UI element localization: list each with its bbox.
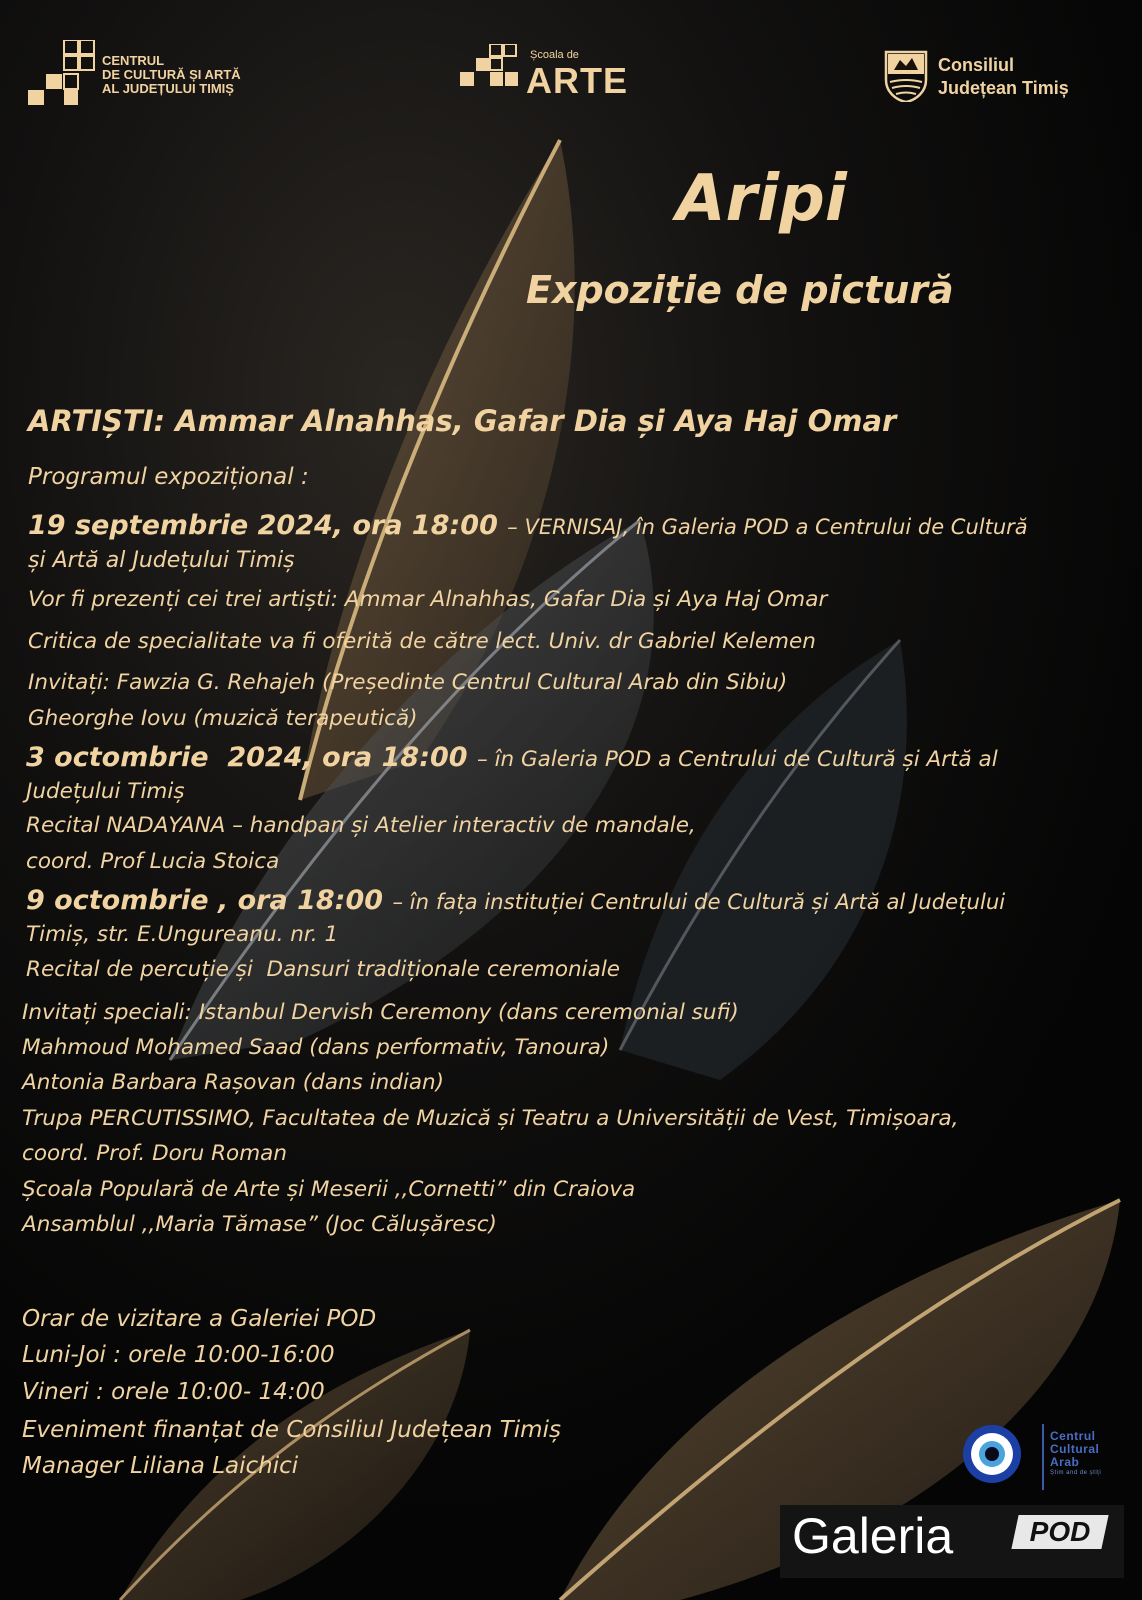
text-line [22,1212,497,1237]
text-line [26,922,338,947]
consiliu-line-1: Consiliul [938,55,1014,75]
text-line [28,587,827,612]
centru-line-2: DE CULTURĂ ȘI ARTĂ [102,67,241,83]
text-line-part: Critica de specialitate va fi oferită de către lect. Univ. dr Gabriel Kelemen [28,629,816,654]
text-line [22,1379,325,1405]
text-line [28,629,816,654]
text-line-part: Ansamblul ,,Maria Tămase” (Joc Călușăresc) [22,1212,497,1237]
text-line [28,670,787,695]
text-line-part: Antonia Barbara Rașovan (dans indian) [22,1070,445,1095]
cca-line-2: Cultural [1050,1442,1100,1456]
text-line-part: Vor fi prezenți cei trei artiști: Ammar Alnahhas, Gafar Dia și Aya Haj Omar [28,587,828,612]
text-line-part: Programul expozițional : [28,464,309,490]
galeria-label: Galeria [792,1508,954,1564]
text-line-part: – în fața instituției Centrului de Cultură și Artă al Județului [392,889,1006,914]
text-line [22,1417,561,1443]
text-line-part: Invitați: Fawzia G. Rehajeh (Președinte Centrul Cultural Arab din Sibiu) [28,670,788,695]
text-line-part: Școala Populară de Arte și Meserii ,,Cornetti” din Craiova [22,1177,636,1202]
text-line-part: Mahmoud Mohamed Saad (dans performativ, Tanoura) [22,1035,610,1060]
poster-subtitle: Expoziție de pictură [526,268,954,312]
text-line-part: – VERNISAJ, în Galeria POD a Centrului de Cultură [507,515,1028,539]
text-line-part: Gheorghe Iovu (muzică terapeutică) [28,706,418,731]
text-line [22,1453,298,1479]
text-line [28,548,295,573]
text-line [28,464,309,490]
text-line-part: Manager Liliana Laichici [22,1453,299,1479]
cca-line-1: Centrul [1050,1429,1096,1443]
cca-line-3: Arab [1050,1455,1080,1469]
text-line-part: Trupa PERCUTISSIMO, Facultatea de Muzică și Teatru a Universității de Vest, Timișoara, [22,1106,959,1131]
pod-label: POD [1029,1516,1091,1547]
text-line-part: Recital NADAYANA – handpan și Atelier interactiv de mandale, [26,813,696,838]
poster-title: Aripi [676,162,847,236]
text-line-part: Recital de percuție și Dansuri tradiționale ceremoniale [26,957,621,982]
evil-eye-icon [962,1424,1022,1484]
text-line [22,1177,635,1202]
text-line-part: Vineri : orele 10:00- 14:00 [22,1379,325,1405]
text-line [28,706,418,731]
text-line-part: Luni-Joi : orele 10:00-16:00 [22,1342,335,1368]
text-line-part: Județului Timiș [26,779,185,804]
text-line [28,510,1028,541]
text-line [26,885,1005,916]
scoala-big-label: ARTE [526,60,628,101]
text-line-part: ARTIȘTI: Ammar Alnahhas, Gafar Dia și Aya Haj Omar [28,404,897,438]
text-line [22,1000,739,1025]
text-line-part: 3 octombrie 2024, ora 18:00 [26,742,477,773]
text-line-part: 9 octombrie , ora 18:00 [26,885,393,916]
cca-tagline: Știm and de știți [1050,1470,1102,1476]
text-line-part: coord. Prof Lucia Stoica [26,849,280,874]
checker-logo-icon [28,40,96,106]
text-line-part: Invitați speciali: Istanbul Dervish Ceremony (dans ceremonial sufi) [22,1000,739,1025]
scoala-small-label: Școala de [530,49,579,61]
text-line [22,1342,335,1368]
text-line [22,1106,958,1131]
text-line [26,742,998,773]
text-line-part: coord. Prof. Doru Roman [22,1141,287,1166]
centrul-cultural-arab-logo [962,1424,1122,1494]
text-line [22,1070,444,1095]
galeria-pod-logo [780,1505,1124,1578]
pod-badge [1011,1515,1108,1549]
text-line-part: Orar de vizitare a Galeriei POD [22,1306,377,1332]
text-line [22,1306,376,1332]
text-line [26,779,185,804]
text-line [26,957,620,982]
checker-logo-icon [460,44,526,100]
text-line [26,849,279,874]
coat-of-arms-icon [884,50,928,102]
consiliu-line-2: Județean Timiș [938,77,1069,98]
centru-line-3: AL JUDEȚULUI TIMIȘ [102,81,234,97]
centru-line-1: CENTRUL [102,53,165,68]
text-line-part: și Artă al Județului Timiș [28,548,295,573]
text-line-part: Timiș, str. E.Ungureanu. nr. 1 [26,922,339,947]
text-line [22,1035,609,1060]
text-line [26,813,696,838]
text-line-part: Eveniment finanțat de Consiliul Județean Timiș [22,1417,561,1443]
text-line [28,404,896,438]
text-line-part: – în Galeria POD a Centrului de Cultură și Artă al [476,747,998,772]
text-line [22,1141,287,1166]
text-line-part: 19 septembrie 2024, ora 18:00 [28,510,508,541]
